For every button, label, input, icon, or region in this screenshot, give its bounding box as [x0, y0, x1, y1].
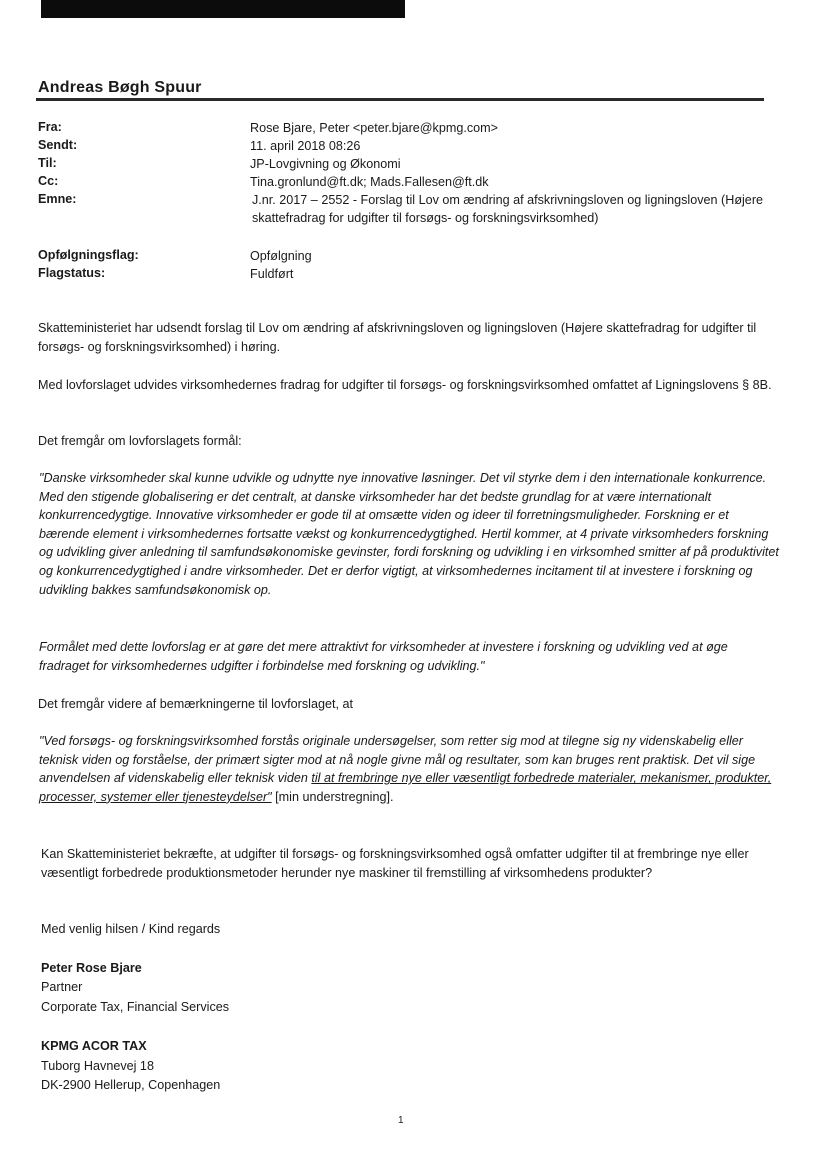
to-value: JP-Lovgivning og Økonomi [250, 157, 401, 171]
sent-value: 11. april 2018 08:26 [250, 139, 361, 153]
cc-value: Tina.gronlund@ft.dk; Mads.Fallesen@ft.dk [250, 175, 489, 189]
followup-flag-label: Opfølgningsflag: [38, 248, 139, 262]
subject-value: J.nr. 2017 – 2552 - Forslag til Lov om ændring af afskrivningsloven og ligningsloven (Højere skattefradrag for udgifter til forsøgs- og forskningsvirksomhed) [252, 193, 764, 225]
sent-label: Sendt: [38, 138, 78, 152]
signature-title: Partner [41, 980, 83, 994]
signature-department: Corporate Tax, Financial Services [41, 1000, 230, 1014]
signature-city: DK-2900 Hellerup, Copenhagen [41, 1078, 221, 1092]
signature-street: Tuborg Havnevej 18 [41, 1059, 154, 1073]
to-label: Til: [38, 156, 57, 170]
closing-line: Med venlig hilsen / Kind regards [41, 922, 221, 936]
quote-purpose-1: "Danske virksomheder skal kunne udvikle og udnytte nye innovative løsninger. Det vil styrke dem i den internationale konkurrence. Med den stigende globalisering er det centralt, at danske virksomheder har det bedste grundlag for at være internationalt konkurrencedygtige. Innovative virksomheder er gode til at omsætte viden og ideer til forretningsmuligheder. Forskning er et bærende element i virksomhedernes fortsatte vækst og konkurrencedygtighed. Hertil kommer, at 4 private virksomheders forskning og udvikling giver anledning til samfundsøkonomiske gevinster, fordi forskning og udvikling i en virksomhed smitter af på produktivitet og konkurrencedygtighed i andre virksomheder. Det er derfor vigtigt, at virksomhedernes incitament til at investere i forskning og udvikling bakkes samfundsøkonomisk op. [39, 471, 779, 597]
from-value: Rose Bjare, Peter <peter.bjare@kpmg.com> [250, 121, 498, 135]
body-paragraph-2: Med lovforslaget udvides virksomhedernes fradrag for udgifter til forsøgs- og forskningsvirksomhed omfattet af Ligningslovens § 8B. [38, 378, 772, 392]
body-paragraph-4: Det fremgår videre af bemærkningerne til lovforslaget, at [38, 697, 353, 711]
redaction-bar [41, 0, 405, 18]
quote-definition [39, 732, 779, 806]
mailbox-owner-name: Andreas Bøgh Spuur [38, 79, 202, 96]
body-question: Kan Skatteministeriet bekræfte, at udgifter til forsøgs- og forskningsvirksomhed også omfatter udgifter til at frembringe nye eller væsentligt forbedrede produktionsmetoder herunder nye maskiner til fremstilling af virksomhedens produkter? [41, 847, 749, 880]
page-number: 1 [398, 1115, 404, 1126]
cc-label: Cc: [38, 174, 59, 188]
header-divider [36, 98, 764, 101]
body-paragraph-1: Skatteministeriet har udsendt forslag til Lov om ændring af afskrivningsloven og ligningsloven (Højere skattefradrag for udgifter til forsøgs- og forskningsvirksomhed) i høring. [38, 321, 757, 354]
signature-company: KPMG ACOR TAX [41, 1039, 147, 1053]
subject-label: Emne: [38, 192, 77, 206]
flag-status-value: Fuldført [250, 267, 294, 281]
body-paragraph-3: Det fremgår om lovforslagets formål: [38, 434, 242, 448]
flag-status-label: Flagstatus: [38, 266, 106, 280]
from-label: Fra: [38, 120, 62, 134]
quote-definition-note: [min understregning]. [271, 789, 394, 804]
followup-flag-value: Opfølgning [250, 249, 312, 263]
quote-purpose-2: Formålet med dette lovforslag er at gøre det mere attraktivt for virksomheder at investere i forskning og udvikling ved at øge fradraget for virksomhedernes udgifter i forbindelse med forskning og udvikling." [39, 640, 728, 673]
quote-definition-underlined: til at frembringe nye eller væsentligt forbedrede materialer, mekanismer, produkter, processer, systemer eller tjenesteydelser" [39, 771, 772, 804]
signature-name: Peter Rose Bjare [41, 961, 142, 975]
quote-definition-text: "Ved forsøgs- og forskningsvirksomhed forstås originale undersøgelser, som retter sig mod at tilegne sig ny videnskabelig eller teknisk viden og forståelse, der primært sigter mod at nå nogle givne mål og resultater, som kan bruges rent praktisk. Det vil sige anvendelsen af videnskabelig eller teknisk viden [39, 734, 756, 786]
